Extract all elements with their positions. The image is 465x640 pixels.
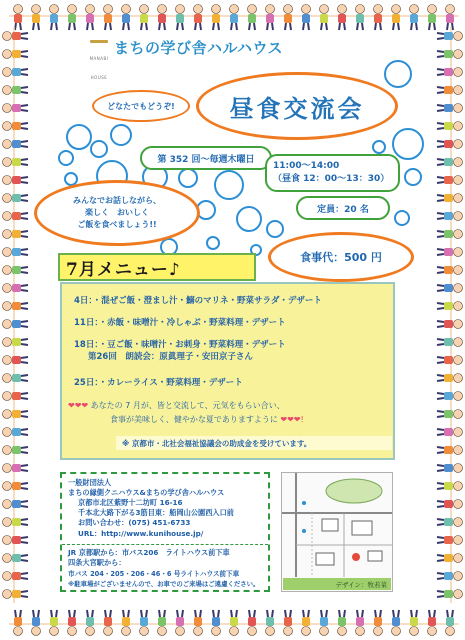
person-figure bbox=[135, 610, 153, 636]
map-caption: デザイン：牧若菜 bbox=[335, 580, 387, 589]
person-figure bbox=[369, 610, 387, 636]
menu-box bbox=[60, 282, 395, 460]
person-figure bbox=[279, 5, 297, 31]
invite-text bbox=[73, 195, 161, 231]
person-figure bbox=[3, 153, 29, 171]
person-figure bbox=[3, 531, 29, 549]
person-figure bbox=[437, 315, 463, 333]
person-figure bbox=[437, 423, 463, 441]
person-figure bbox=[437, 279, 463, 297]
person-figure bbox=[3, 189, 29, 207]
person-figure bbox=[437, 45, 463, 63]
person-figure bbox=[3, 459, 29, 477]
person-figure bbox=[3, 585, 29, 603]
person-figure bbox=[437, 189, 463, 207]
person-figure bbox=[171, 610, 189, 636]
person-figure bbox=[437, 99, 463, 117]
person-figure bbox=[437, 243, 463, 261]
person-figure bbox=[3, 477, 29, 495]
logo-mark-icon bbox=[90, 40, 108, 43]
time-meal: （昼食 12：00～13：30） bbox=[273, 174, 390, 184]
person-figure bbox=[45, 5, 63, 31]
person-figure bbox=[3, 513, 29, 531]
decor-circle bbox=[394, 210, 410, 226]
invite-line: 楽しく おいしく bbox=[85, 208, 149, 217]
event-title-bubble bbox=[196, 72, 398, 140]
decor-circle bbox=[404, 168, 422, 186]
person-figure bbox=[387, 5, 405, 31]
person-figure bbox=[351, 610, 369, 636]
access-map bbox=[281, 472, 393, 592]
decor-circle bbox=[110, 124, 132, 146]
person-figure bbox=[3, 441, 29, 459]
person-figure bbox=[437, 207, 463, 225]
message-line-2: 食事が美味しく、健やかな夏でありますように bbox=[110, 415, 278, 424]
person-figure bbox=[63, 610, 81, 636]
person-figure bbox=[45, 610, 63, 636]
person-figure bbox=[333, 610, 351, 636]
hearts-icon: ❤❤❤ bbox=[68, 401, 91, 410]
menu-item: 第26回 朗読会：原眞理子・安田京子さん bbox=[88, 352, 253, 362]
person-figure bbox=[437, 513, 463, 531]
org-name: まちの学び舎ハルハウス bbox=[114, 39, 284, 57]
person-figure bbox=[423, 610, 441, 636]
person-figure bbox=[3, 135, 29, 153]
access-line: ※駐車場がございませんので、お車でのご来場はご遠慮ください。 bbox=[68, 580, 260, 588]
person-figure bbox=[437, 477, 463, 495]
person-figure bbox=[261, 5, 279, 31]
person-figure bbox=[441, 5, 459, 31]
decor-circle bbox=[266, 220, 284, 238]
person-figure bbox=[387, 610, 405, 636]
org-logo bbox=[88, 40, 110, 83]
person-figure bbox=[81, 5, 99, 31]
person-figure bbox=[3, 225, 29, 243]
person-figure bbox=[279, 610, 297, 636]
person-figure bbox=[3, 63, 29, 81]
decor-circle bbox=[236, 206, 262, 232]
person-figure bbox=[63, 5, 81, 31]
person-figure bbox=[243, 610, 261, 636]
person-figure bbox=[117, 610, 135, 636]
person-figure bbox=[189, 5, 207, 31]
person-figure bbox=[153, 610, 171, 636]
person-figure bbox=[437, 297, 463, 315]
decor-circle bbox=[206, 236, 220, 250]
event-title: 昼食交流会 bbox=[229, 93, 365, 123]
person-figure bbox=[3, 207, 29, 225]
person-figure bbox=[3, 549, 29, 567]
contact-line: 千本北大路下がる3筋目東：船岡山公園西入口前 bbox=[78, 508, 234, 517]
person-figure bbox=[3, 405, 29, 423]
person-figure bbox=[437, 333, 463, 351]
decor-circle bbox=[66, 124, 92, 150]
person-figure bbox=[3, 333, 29, 351]
person-figure bbox=[3, 45, 29, 63]
person-figure bbox=[315, 5, 333, 31]
person-figure bbox=[27, 5, 45, 31]
person-figure bbox=[405, 5, 423, 31]
session-pill bbox=[140, 146, 272, 170]
person-figure bbox=[3, 261, 29, 279]
person-figure bbox=[207, 610, 225, 636]
person-figure bbox=[225, 610, 243, 636]
contact-line: まちの縁側クニハウス&まちの学び舎ハルハウス bbox=[68, 488, 225, 497]
person-figure bbox=[437, 369, 463, 387]
person-figure bbox=[405, 610, 423, 636]
session-text: 第 352 回～毎週木曜日 bbox=[157, 154, 255, 165]
person-figure bbox=[3, 117, 29, 135]
contact-line: お問い合わせ：(075) 451-6733 bbox=[78, 518, 191, 527]
contact-box bbox=[60, 472, 270, 592]
menu-banner bbox=[58, 253, 256, 281]
person-figure bbox=[437, 171, 463, 189]
access-line: JR 京都駅から：市バス206 ライトハウス前下車 bbox=[68, 548, 230, 557]
contact-line: 一般財団法人 bbox=[68, 478, 112, 487]
person-figure bbox=[437, 351, 463, 369]
person-figure bbox=[437, 549, 463, 567]
decor-circle bbox=[384, 60, 412, 88]
person-figure bbox=[423, 5, 441, 31]
person-figure bbox=[99, 5, 117, 31]
decor-circle bbox=[178, 168, 198, 188]
map-illustration bbox=[282, 473, 392, 577]
person-figure bbox=[99, 610, 117, 636]
person-figure bbox=[3, 369, 29, 387]
contact-line: 京都市北区紫野十二坊町 16-16 bbox=[78, 498, 183, 507]
menu-item: 25日：・カレーライス・野菜料理・デザート bbox=[74, 378, 243, 388]
seats-pill bbox=[296, 196, 390, 220]
welcome-bubble bbox=[92, 90, 190, 122]
person-figure bbox=[437, 63, 463, 81]
person-figure bbox=[81, 610, 99, 636]
subsidy-text: ※ 京都市・北社会福祉協議会の助成金を受けています。 bbox=[122, 438, 312, 448]
person-figure bbox=[3, 351, 29, 369]
decor-circle bbox=[392, 128, 424, 160]
invite-line: ご飯を食べましょう!! bbox=[77, 220, 157, 229]
person-figure bbox=[437, 495, 463, 513]
person-figure bbox=[225, 5, 243, 31]
time-main: 11:00～14:00 bbox=[273, 161, 340, 171]
invite-bubble bbox=[34, 180, 200, 246]
person-figure bbox=[3, 243, 29, 261]
person-figure bbox=[315, 610, 333, 636]
person-figure bbox=[437, 567, 463, 585]
person-figure bbox=[207, 5, 225, 31]
person-figure bbox=[437, 135, 463, 153]
subsidy-note bbox=[116, 436, 392, 450]
price-bubble bbox=[268, 232, 414, 282]
person-figure bbox=[171, 5, 189, 31]
welcome-text: どなたでもどうぞ! bbox=[107, 101, 175, 111]
decor-circle bbox=[58, 150, 74, 166]
person-figure bbox=[437, 387, 463, 405]
person-figure bbox=[297, 5, 315, 31]
person-figure bbox=[27, 610, 45, 636]
message-line-1: あなたの 7 月が、皆と交流して、元気をもらい合い、 bbox=[90, 401, 285, 410]
person-figure bbox=[351, 5, 369, 31]
menu-banner-text: 7月メニュー♪ bbox=[66, 259, 181, 280]
person-figure bbox=[437, 225, 463, 243]
person-figure bbox=[437, 531, 463, 549]
invite-line: みんなでお話しながら、 bbox=[73, 196, 161, 205]
map-caption-bar bbox=[283, 578, 391, 590]
person-figure bbox=[3, 495, 29, 513]
person-figure bbox=[261, 610, 279, 636]
person-figure bbox=[333, 5, 351, 31]
menu-item: 11日：・赤飯・味噌汁・冷しゃぶ・野菜料理・デザート bbox=[74, 318, 286, 328]
person-figure bbox=[3, 81, 29, 99]
hearts-icon: ❤❤❤! bbox=[280, 415, 304, 424]
decor-circle bbox=[90, 140, 108, 158]
person-figure bbox=[3, 423, 29, 441]
person-figure bbox=[3, 99, 29, 117]
time-pill bbox=[265, 154, 400, 192]
person-figure bbox=[3, 315, 29, 333]
person-figure bbox=[3, 27, 29, 45]
person-figure bbox=[3, 171, 29, 189]
person-figure bbox=[437, 81, 463, 99]
menu-message bbox=[68, 400, 285, 411]
access-line: 市バス 204・205・206・46・6 号ライトハウス前下車 bbox=[68, 570, 240, 578]
person-figure bbox=[437, 117, 463, 135]
menu-message bbox=[110, 414, 304, 425]
menu-item: 4日：・混ぜご飯・澄まし汁・鰯のマリネ・野菜サラダ・デザート bbox=[74, 296, 322, 306]
person-figure bbox=[189, 610, 207, 636]
decor-circle bbox=[214, 170, 244, 200]
person-figure bbox=[153, 5, 171, 31]
person-figure bbox=[437, 27, 463, 45]
person-figure bbox=[369, 5, 387, 31]
person-figure bbox=[3, 279, 29, 297]
person-figure bbox=[3, 567, 29, 585]
contact-line: URL：http://www.kunihouse.jp/ bbox=[78, 529, 204, 538]
person-figure bbox=[117, 5, 135, 31]
decor-circle bbox=[372, 140, 386, 154]
person-figure bbox=[437, 459, 463, 477]
person-figure bbox=[9, 610, 27, 636]
person-figure bbox=[135, 5, 153, 31]
person-figure bbox=[3, 387, 29, 405]
person-figure bbox=[437, 153, 463, 171]
person-figure bbox=[3, 297, 29, 315]
person-figure bbox=[437, 585, 463, 603]
divider bbox=[62, 544, 268, 545]
access-line: 四条大宮駅から： bbox=[68, 558, 126, 567]
menu-item: 18日：・豆ご飯・味噌汁・お刺身・野菜料理・デザート bbox=[74, 340, 286, 350]
logo-text: MANABI HOUSE bbox=[89, 56, 109, 80]
person-figure bbox=[297, 610, 315, 636]
person-figure bbox=[437, 441, 463, 459]
person-figure bbox=[9, 5, 27, 31]
person-figure bbox=[441, 610, 459, 636]
price-text: 食事代：500 円 bbox=[300, 251, 382, 264]
person-figure bbox=[437, 405, 463, 423]
person-figure bbox=[437, 261, 463, 279]
person-figure bbox=[243, 5, 261, 31]
seats-text: 定員：20 名 bbox=[317, 204, 369, 215]
